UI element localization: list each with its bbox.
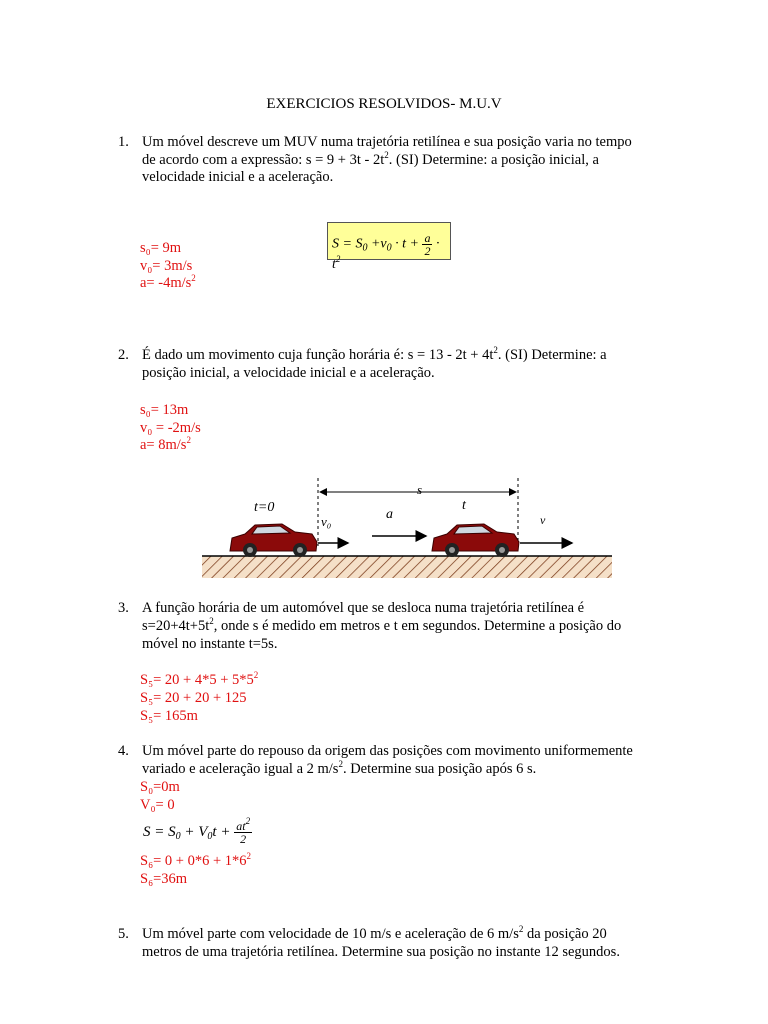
car-1 <box>230 524 317 557</box>
answer-line: s₀= 9m <box>140 240 182 256</box>
exercise-text-line: metros de uma trajetória retilínea. Determine sua posição no instante 12 segundos. <box>142 944 620 960</box>
exercise-number: 5. <box>118 926 129 942</box>
formula-muv: $S = S_0 +v_0 \cdot t$ + $\frac{a}{2}$ · $t^2$ <box>332 231 440 272</box>
exercise-text-line: variado e aceleração igual a 2 $m/s^2$. Determine sua posição após 6 s. <box>142 759 537 777</box>
page-title: EXERCICIOS RESOLVIDOS- M.U.V <box>266 96 502 112</box>
ground <box>202 556 612 578</box>
label-t0: t=0 <box>254 500 275 515</box>
exercise-text-line: de acordo com a expressão: $s = 9 + 3t - 2t^2$. (SI) Determine: a posição inicial, a <box>142 150 599 168</box>
label-s: s <box>417 482 423 497</box>
answer-line: S₅= 165m <box>140 708 198 724</box>
exercise-text-line: velocidade inicial e a aceleração. <box>142 169 334 185</box>
answer-line: $S_5= 20 + 4*5 + 5*5^2$ <box>140 670 259 688</box>
exercise-text-line: posição inicial, a velocidade inicial e a aceleração. <box>142 365 435 381</box>
formula-position: $S = S_0 + V_0t$ + $\frac{at^2}{2}$ <box>143 816 251 847</box>
answer-line: S₆=36m <box>140 871 188 887</box>
label-a: a <box>386 507 393 522</box>
label-t: t <box>462 498 466 513</box>
exercise-text-line: $s=20+4t+5t^2$, onde s é medido em metros e t em segundos. Determine a posição do <box>142 616 622 634</box>
answer-line: $a= -4m/s^2$ <box>140 273 196 291</box>
label-v: v <box>540 513 546 527</box>
exercise-number: 2. <box>118 347 129 363</box>
exercise-number: 4. <box>118 743 129 759</box>
label-v0: v₀ <box>321 514 332 529</box>
exercise-number: 3. <box>118 600 129 616</box>
formula-box <box>327 222 451 272</box>
answer-line: s₀= 13m <box>140 402 189 418</box>
exercise-text-line: móvel no instante t=5s. <box>142 636 278 652</box>
exercise-text-line: Um móvel parte do repouso da origem das posições com movimento uniformemente <box>142 743 633 759</box>
answer-line: S₀=0m <box>140 779 180 795</box>
exercise-text-line: A função horária de um automóvel que se desloca numa trajetória retilínea é <box>142 600 585 616</box>
car-2 <box>432 524 519 557</box>
answer-line: $S_6= 0 + 0*6 + 1*6^2$ <box>140 851 252 869</box>
exercise-number: 1. <box>118 134 129 150</box>
exercise-text-line: Um móvel parte com velocidade de 10 m/s e aceleração de 6 $m/s^2$ da posição 20 <box>142 924 607 942</box>
muv-diagram <box>200 476 615 582</box>
answer-line: $a= 8m/s^2$ <box>140 435 191 453</box>
answer-line: V₀= 0 <box>140 797 175 813</box>
answer-line: v₀= 3m/s <box>140 258 193 274</box>
exercise-text-line: Um móvel descreve um MUV numa trajetória retilínea e sua posição varia no tempo <box>142 134 632 150</box>
exercise-text-line: É dado um movimento cuja função horária é: $s = 13 - 2t + 4t^2$. (SI) Determine: a <box>142 345 607 363</box>
answer-line: S₅= 20 + 20 + 125 <box>140 690 247 706</box>
answer-line: v₀ = -2m/s <box>140 420 201 436</box>
